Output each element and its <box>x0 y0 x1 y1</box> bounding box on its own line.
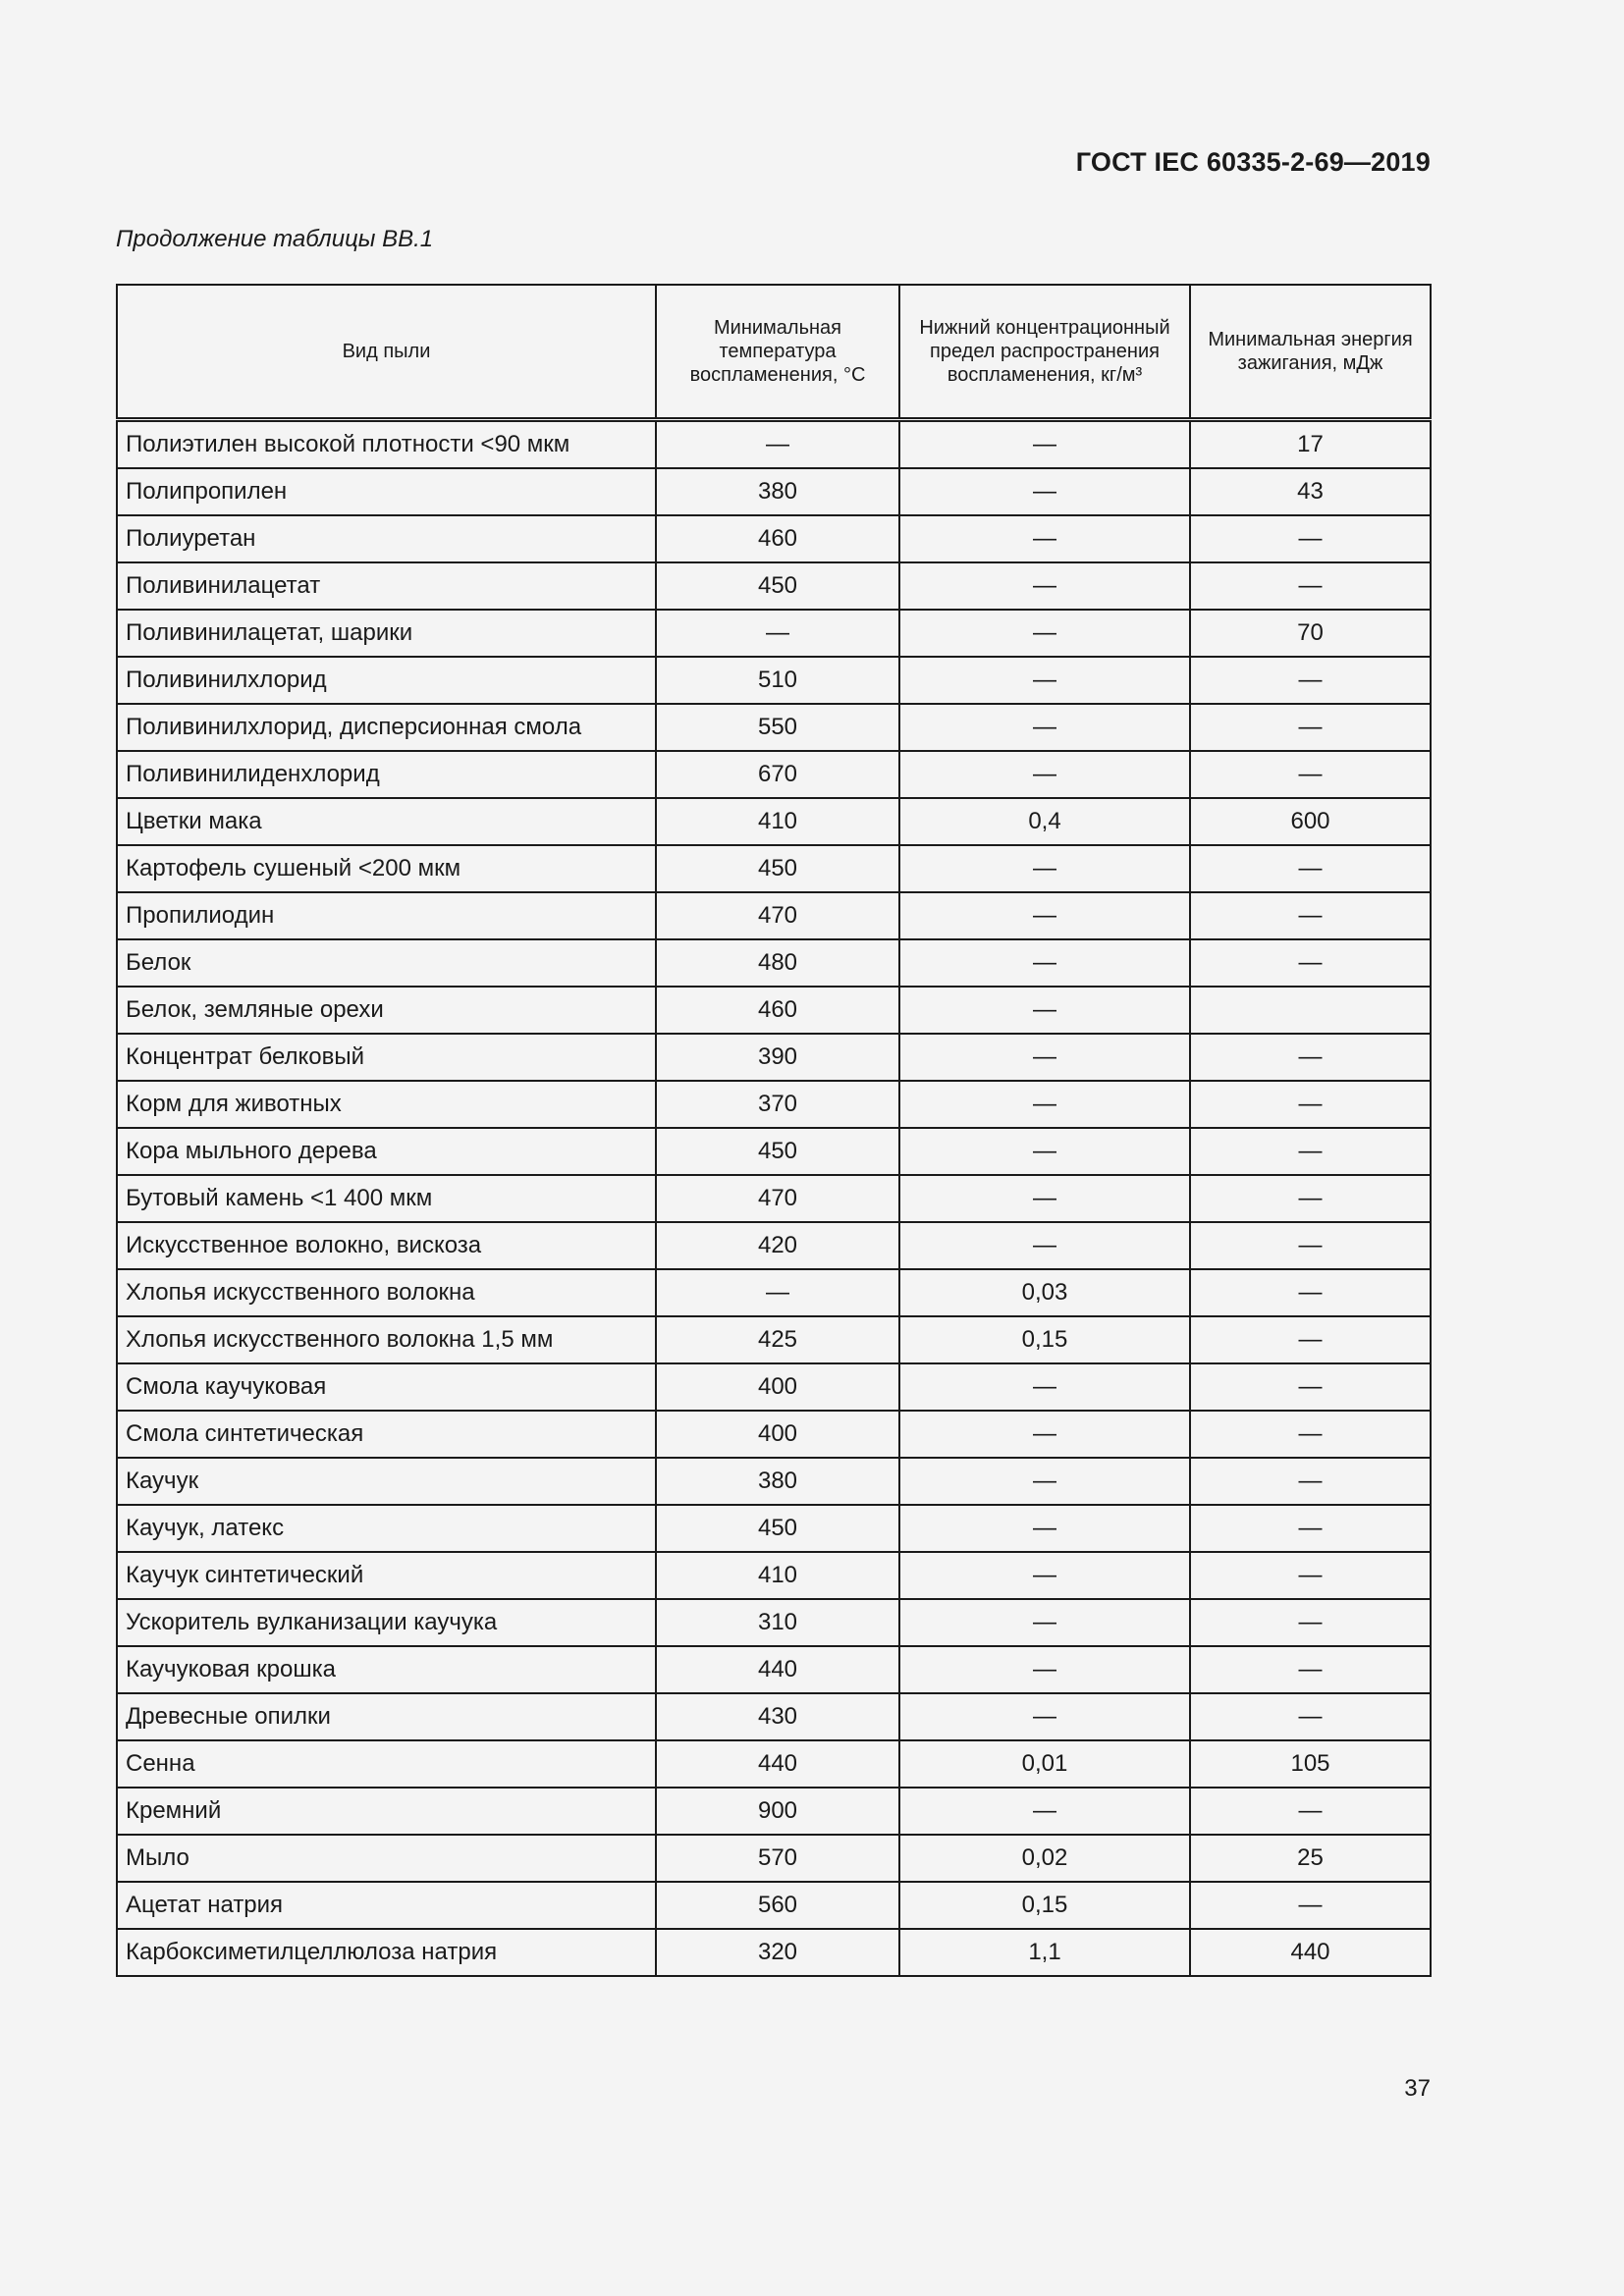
value-cell: 510 <box>656 657 899 704</box>
value-cell: — <box>899 1646 1190 1693</box>
dust-type-cell: Сенна <box>117 1740 656 1788</box>
dust-type-cell: Древесные опилки <box>117 1693 656 1740</box>
value-cell: 550 <box>656 704 899 751</box>
table-row <box>117 939 1431 987</box>
value-cell: — <box>1190 657 1431 704</box>
value-cell: — <box>899 1128 1190 1175</box>
value-cell: 460 <box>656 515 899 562</box>
dust-type-cell: Полиуретан <box>117 515 656 562</box>
table-row <box>117 1458 1431 1505</box>
value-cell: — <box>1190 1081 1431 1128</box>
value-cell: — <box>899 892 1190 939</box>
value-cell: 320 <box>656 1929 899 1976</box>
dust-type-cell: Поливинилацетат, шарики <box>117 610 656 657</box>
dust-type-cell: Концентрат белковый <box>117 1034 656 1081</box>
value-cell: — <box>899 1175 1190 1222</box>
value-cell: 0,4 <box>899 798 1190 845</box>
dust-type-cell: Поливинилхлорид, дисперсионная смола <box>117 704 656 751</box>
dust-type-cell: Смола каучуковая <box>117 1363 656 1411</box>
value-cell: 310 <box>656 1599 899 1646</box>
column-header: Минимальная температура воспламенения, °С <box>656 285 899 420</box>
value-cell: — <box>899 1411 1190 1458</box>
value-cell: 380 <box>656 1458 899 1505</box>
value-cell: 17 <box>1190 420 1431 469</box>
value-cell: — <box>1190 1222 1431 1269</box>
value-cell: — <box>899 610 1190 657</box>
value-cell: — <box>1190 1693 1431 1740</box>
value-cell: — <box>1190 1363 1431 1411</box>
value-cell: — <box>1190 1882 1431 1929</box>
value-cell: 0,15 <box>899 1316 1190 1363</box>
table-row <box>117 610 1431 657</box>
value-cell: — <box>899 1458 1190 1505</box>
value-cell: 425 <box>656 1316 899 1363</box>
document-code: ГОСТ IEC 60335-2-69—2019 <box>1075 147 1431 177</box>
value-cell: — <box>899 562 1190 610</box>
table-row <box>117 468 1431 515</box>
value-cell: — <box>899 939 1190 987</box>
table-row <box>117 798 1431 845</box>
table-row <box>117 1175 1431 1222</box>
table-row <box>117 1552 1431 1599</box>
value-cell: — <box>1190 1411 1431 1458</box>
table-row <box>117 704 1431 751</box>
value-cell: — <box>1190 1034 1431 1081</box>
value-cell: 460 <box>656 987 899 1034</box>
table-row <box>117 1882 1431 1929</box>
value-cell: — <box>1190 562 1431 610</box>
value-cell: — <box>899 1034 1190 1081</box>
dust-type-cell: Хлопья искусственного волокна 1,5 мм <box>117 1316 656 1363</box>
table-row <box>117 1222 1431 1269</box>
value-cell: 670 <box>656 751 899 798</box>
dust-type-cell: Ацетат натрия <box>117 1882 656 1929</box>
value-cell: 900 <box>656 1788 899 1835</box>
value-cell: — <box>899 704 1190 751</box>
column-header: Вид пыли <box>117 285 656 420</box>
value-cell: 70 <box>1190 610 1431 657</box>
dust-type-cell: Кора мыльного дерева <box>117 1128 656 1175</box>
value-cell: — <box>899 1788 1190 1835</box>
dust-type-cell: Цветки мака <box>117 798 656 845</box>
value-cell: — <box>899 1363 1190 1411</box>
table-caption: Продолжение таблицы ВВ.1 <box>116 226 434 252</box>
dust-type-cell: Смола синтетическая <box>117 1411 656 1458</box>
value-cell: 400 <box>656 1411 899 1458</box>
table-body <box>117 420 1431 1977</box>
dust-type-cell: Поливинилиденхлорид <box>117 751 656 798</box>
value-cell: — <box>899 1081 1190 1128</box>
table-row <box>117 1929 1431 1976</box>
dust-type-cell: Кремний <box>117 1788 656 1835</box>
table-row <box>117 1788 1431 1835</box>
value-cell: 450 <box>656 845 899 892</box>
value-cell: — <box>656 420 899 469</box>
dust-type-cell: Ускоритель вулканизации каучука <box>117 1599 656 1646</box>
table-row <box>117 515 1431 562</box>
value-cell: 450 <box>656 1128 899 1175</box>
dust-properties-table <box>116 284 1432 1977</box>
value-cell: — <box>1190 751 1431 798</box>
table-row <box>117 1411 1431 1458</box>
value-cell: 390 <box>656 1034 899 1081</box>
value-cell: — <box>1190 939 1431 987</box>
value-cell: 370 <box>656 1081 899 1128</box>
table-row <box>117 1740 1431 1788</box>
value-cell: 430 <box>656 1693 899 1740</box>
value-cell: — <box>1190 1552 1431 1599</box>
value-cell: — <box>1190 1128 1431 1175</box>
value-cell: 440 <box>1190 1929 1431 1976</box>
value-cell: 440 <box>656 1740 899 1788</box>
value-cell: — <box>1190 1458 1431 1505</box>
value-cell: — <box>1190 1788 1431 1835</box>
dust-type-cell: Каучук, латекс <box>117 1505 656 1552</box>
table-row <box>117 1081 1431 1128</box>
value-cell: — <box>899 1599 1190 1646</box>
value-cell: — <box>1190 704 1431 751</box>
value-cell: — <box>899 1222 1190 1269</box>
table-row <box>117 845 1431 892</box>
value-cell: — <box>1190 1646 1431 1693</box>
value-cell: — <box>1190 892 1431 939</box>
value-cell: — <box>899 751 1190 798</box>
value-cell: 600 <box>1190 798 1431 845</box>
dust-type-cell: Белок <box>117 939 656 987</box>
table-header-row <box>117 285 1431 420</box>
value-cell: 410 <box>656 1552 899 1599</box>
value-cell: 105 <box>1190 1740 1431 1788</box>
value-cell: 470 <box>656 892 899 939</box>
value-cell: 25 <box>1190 1835 1431 1882</box>
value-cell: — <box>899 515 1190 562</box>
value-cell: — <box>899 845 1190 892</box>
value-cell: 43 <box>1190 468 1431 515</box>
value-cell: 380 <box>656 468 899 515</box>
table-row <box>117 1363 1431 1411</box>
dust-type-cell: Пропилиодин <box>117 892 656 939</box>
table-row <box>117 1599 1431 1646</box>
table-row <box>117 1835 1431 1882</box>
value-cell <box>1190 987 1431 1034</box>
value-cell: 0,03 <box>899 1269 1190 1316</box>
value-cell: 410 <box>656 798 899 845</box>
table-row <box>117 892 1431 939</box>
value-cell: — <box>656 1269 899 1316</box>
value-cell: — <box>899 657 1190 704</box>
table-row <box>117 1505 1431 1552</box>
value-cell: — <box>899 987 1190 1034</box>
value-cell: — <box>1190 1175 1431 1222</box>
value-cell: — <box>656 610 899 657</box>
table-row <box>117 1034 1431 1081</box>
page-number: 37 <box>1404 2075 1431 2102</box>
value-cell: 440 <box>656 1646 899 1693</box>
value-cell: — <box>899 468 1190 515</box>
dust-type-cell: Мыло <box>117 1835 656 1882</box>
table-row <box>117 1269 1431 1316</box>
dust-type-cell: Полиэтилен высокой плотности <90 мкм <box>117 420 656 469</box>
value-cell: 0,02 <box>899 1835 1190 1882</box>
table-row <box>117 1316 1431 1363</box>
value-cell: 400 <box>656 1363 899 1411</box>
dust-type-cell: Искусственное волокно, вискоза <box>117 1222 656 1269</box>
dust-type-cell: Корм для животных <box>117 1081 656 1128</box>
value-cell: 420 <box>656 1222 899 1269</box>
table-row <box>117 562 1431 610</box>
value-cell: — <box>899 1552 1190 1599</box>
value-cell: 470 <box>656 1175 899 1222</box>
dust-type-cell: Полипропилен <box>117 468 656 515</box>
value-cell: — <box>899 1693 1190 1740</box>
table-row <box>117 657 1431 704</box>
value-cell: 480 <box>656 939 899 987</box>
value-cell: — <box>899 1505 1190 1552</box>
value-cell: — <box>1190 1269 1431 1316</box>
column-header: Нижний концентрационный предел распространения воспламенения, кг/м³ <box>899 285 1190 420</box>
table-row <box>117 420 1431 469</box>
value-cell: 450 <box>656 1505 899 1552</box>
value-cell: 450 <box>656 562 899 610</box>
dust-type-cell: Карбоксиметилцеллюлоза натрия <box>117 1929 656 1976</box>
value-cell: — <box>1190 1316 1431 1363</box>
value-cell: — <box>1190 515 1431 562</box>
value-cell: — <box>1190 1599 1431 1646</box>
value-cell: 560 <box>656 1882 899 1929</box>
dust-type-cell: Каучук <box>117 1458 656 1505</box>
table-row <box>117 987 1431 1034</box>
table-row <box>117 1646 1431 1693</box>
column-header: Минимальная энергия зажигания, мДж <box>1190 285 1431 420</box>
dust-type-cell: Белок, земляные орехи <box>117 987 656 1034</box>
value-cell: — <box>899 420 1190 469</box>
value-cell: 570 <box>656 1835 899 1882</box>
value-cell: 0,15 <box>899 1882 1190 1929</box>
dust-type-cell: Бутовый камень <1 400 мкм <box>117 1175 656 1222</box>
value-cell: — <box>1190 845 1431 892</box>
dust-type-cell: Картофель сушеный <200 мкм <box>117 845 656 892</box>
dust-type-cell: Каучуковая крошка <box>117 1646 656 1693</box>
dust-type-cell: Поливинилацетат <box>117 562 656 610</box>
value-cell: — <box>1190 1505 1431 1552</box>
value-cell: 1,1 <box>899 1929 1190 1976</box>
table-row <box>117 1693 1431 1740</box>
value-cell: 0,01 <box>899 1740 1190 1788</box>
table-row <box>117 751 1431 798</box>
table-row <box>117 1128 1431 1175</box>
dust-type-cell: Поливинилхлорид <box>117 657 656 704</box>
dust-type-cell: Хлопья искусственного волокна <box>117 1269 656 1316</box>
dust-type-cell: Каучук синтетический <box>117 1552 656 1599</box>
